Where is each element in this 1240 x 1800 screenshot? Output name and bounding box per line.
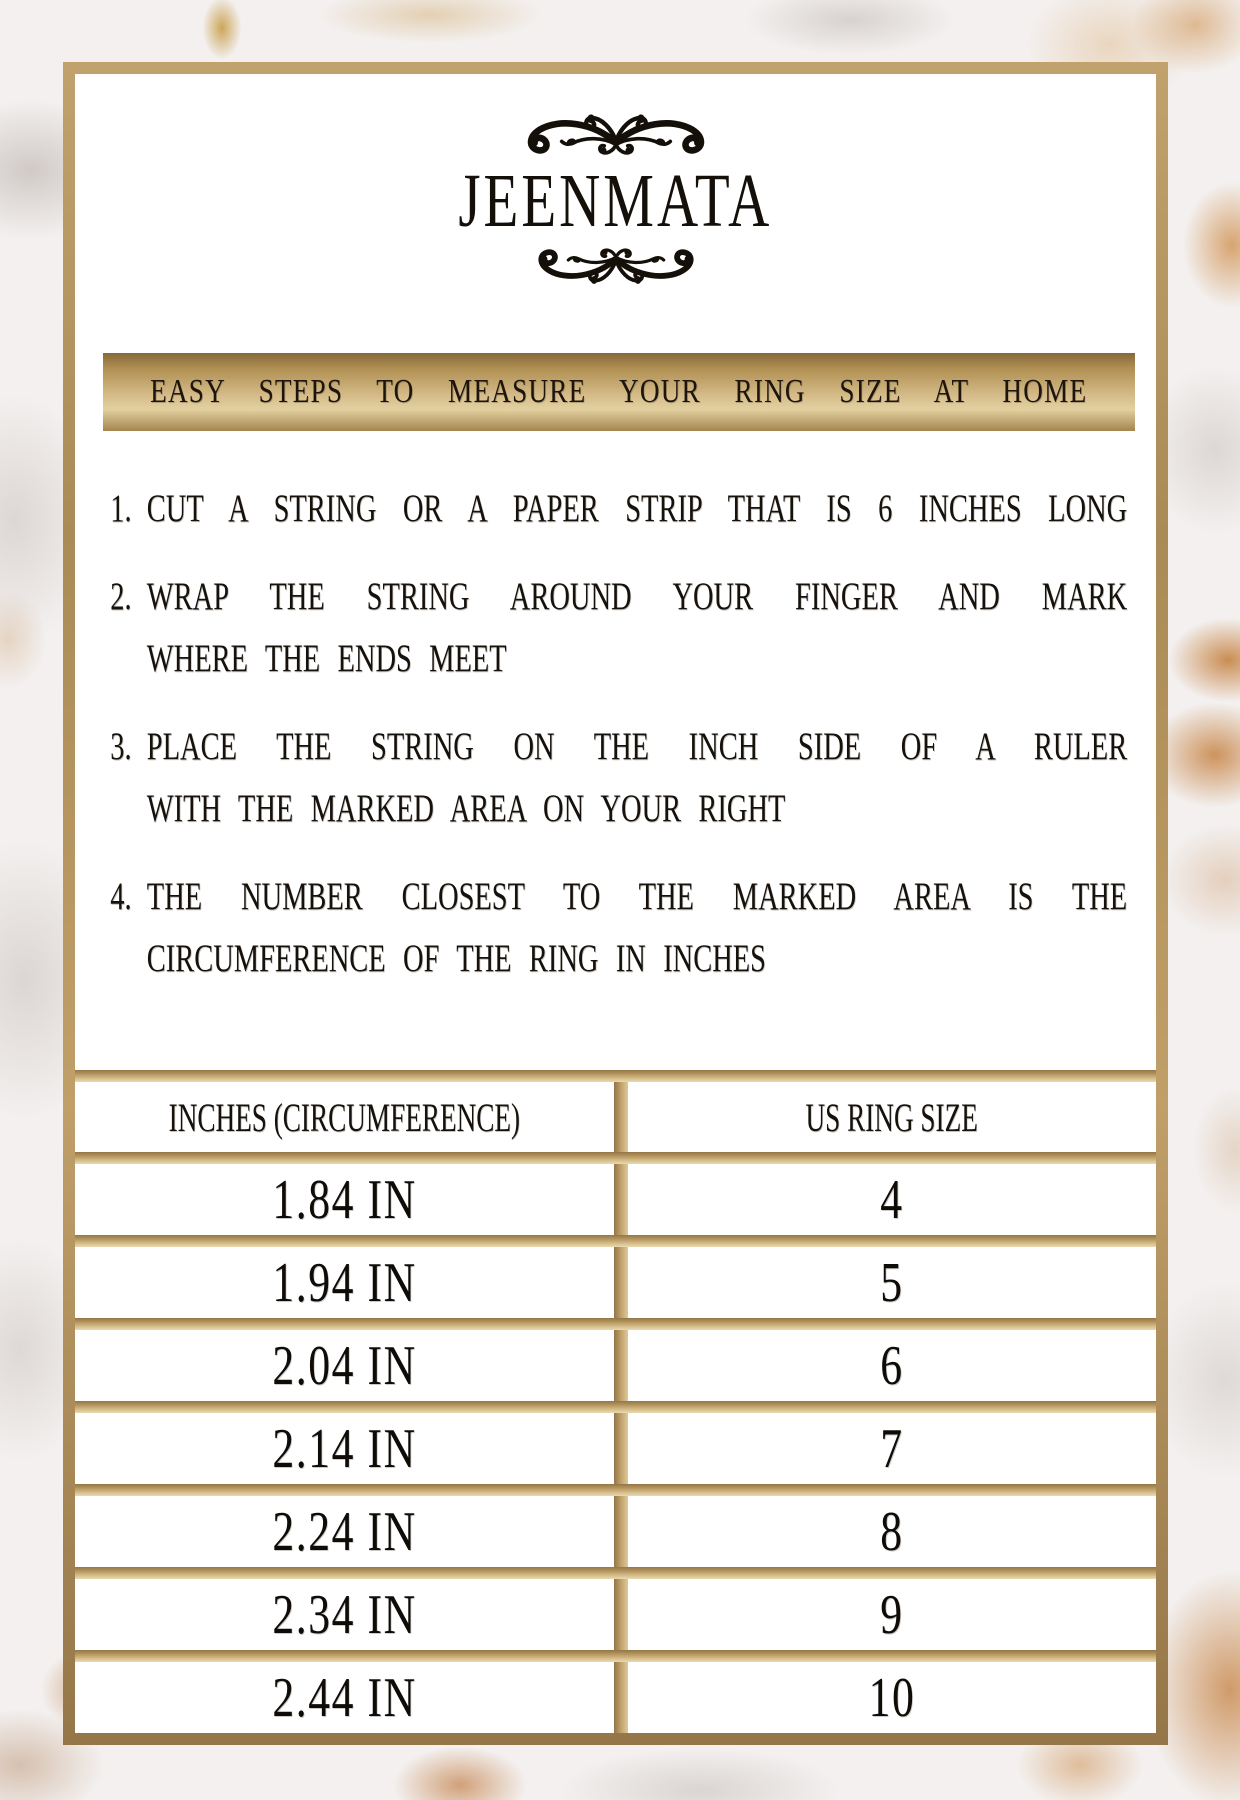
table-row xyxy=(75,1164,1156,1235)
banner-title: EASY STEPS TO MEASURE YOUR RING SIZE AT HOME xyxy=(150,373,1088,410)
column-header-us-size: US RING SIZE xyxy=(805,1094,979,1140)
table-rule xyxy=(75,1235,1156,1247)
step-text xyxy=(147,478,1127,540)
flourish-top-icon xyxy=(480,96,752,162)
step-line: WHERE THE ENDS MEET xyxy=(146,637,507,680)
cell-us-size: 7 xyxy=(880,1417,904,1480)
step-item xyxy=(103,866,1127,990)
table-row xyxy=(75,1662,1156,1733)
column-divider xyxy=(614,1662,628,1733)
steps-list xyxy=(103,478,1127,990)
table-header-row xyxy=(75,1082,1156,1152)
step-line: THE NUMBER CLOSEST TO THE MARKED AREA IS THE xyxy=(146,875,1128,918)
table-rule xyxy=(75,1401,1156,1413)
cell-inches: 2.14 IN xyxy=(272,1417,417,1480)
table-rule xyxy=(75,1484,1156,1496)
cell-us-size: 5 xyxy=(880,1251,904,1314)
table-row xyxy=(75,1579,1156,1650)
step-number: 2. xyxy=(110,575,132,618)
table-top-rule xyxy=(75,1070,1156,1082)
brand-title xyxy=(75,159,1156,243)
column-divider xyxy=(614,1164,628,1235)
cell-us-size: 4 xyxy=(880,1168,904,1231)
cell-inches: 2.44 IN xyxy=(272,1666,417,1729)
table-rule xyxy=(75,1650,1156,1662)
card-frame xyxy=(63,62,1168,1745)
step-line: WITH THE MARKED AREA ON YOUR RIGHT xyxy=(146,787,786,830)
table-row xyxy=(75,1496,1156,1567)
step-item xyxy=(103,716,1127,840)
cell-us-size: 9 xyxy=(880,1583,904,1646)
flourish-bottom-icon xyxy=(497,242,735,300)
table-rule xyxy=(75,1152,1156,1164)
cell-us-size: 8 xyxy=(880,1500,904,1563)
steps-banner xyxy=(103,353,1135,431)
table-row xyxy=(75,1330,1156,1401)
column-divider xyxy=(614,1330,628,1401)
step-number: 1. xyxy=(110,487,132,530)
step-line: CUT A STRING OR A PAPER STRIP THAT IS 6 INCHES LONG xyxy=(146,487,1128,530)
column-divider xyxy=(614,1082,628,1152)
step-text xyxy=(147,866,1127,990)
cell-us-size: 6 xyxy=(880,1334,904,1397)
step-line: CIRCUMFERENCE OF THE RING IN INCHES xyxy=(146,937,767,980)
brand-title-text: JEENMATA xyxy=(458,159,773,243)
cell-inches: 1.84 IN xyxy=(272,1168,417,1231)
step-item xyxy=(103,566,1127,690)
cell-inches: 1.94 IN xyxy=(272,1251,417,1314)
column-divider xyxy=(614,1413,628,1484)
step-text xyxy=(147,716,1127,840)
size-chart-table xyxy=(75,1070,1156,1733)
step-line: PLACE THE STRING ON THE INCH SIDE OF A RULER xyxy=(146,725,1128,768)
table-rule xyxy=(75,1567,1156,1579)
table-rule xyxy=(75,1318,1156,1330)
step-number: 3. xyxy=(110,725,132,768)
column-header-inches: INCHES (CIRCUMFERENCE) xyxy=(168,1094,521,1140)
column-divider xyxy=(614,1247,628,1318)
ring-size-card xyxy=(75,74,1156,1733)
cell-inches: 2.34 IN xyxy=(272,1583,417,1646)
table-row xyxy=(75,1413,1156,1484)
cell-inches: 2.24 IN xyxy=(272,1500,417,1563)
step-text xyxy=(147,566,1127,690)
step-line: WRAP THE STRING AROUND YOUR FINGER AND MARK xyxy=(146,575,1128,618)
column-divider xyxy=(614,1496,628,1567)
step-item xyxy=(103,478,1127,540)
cell-us-size: 10 xyxy=(868,1666,916,1729)
step-number: 4. xyxy=(110,875,132,918)
cell-inches: 2.04 IN xyxy=(272,1334,417,1397)
column-divider xyxy=(614,1579,628,1650)
table-row xyxy=(75,1247,1156,1318)
